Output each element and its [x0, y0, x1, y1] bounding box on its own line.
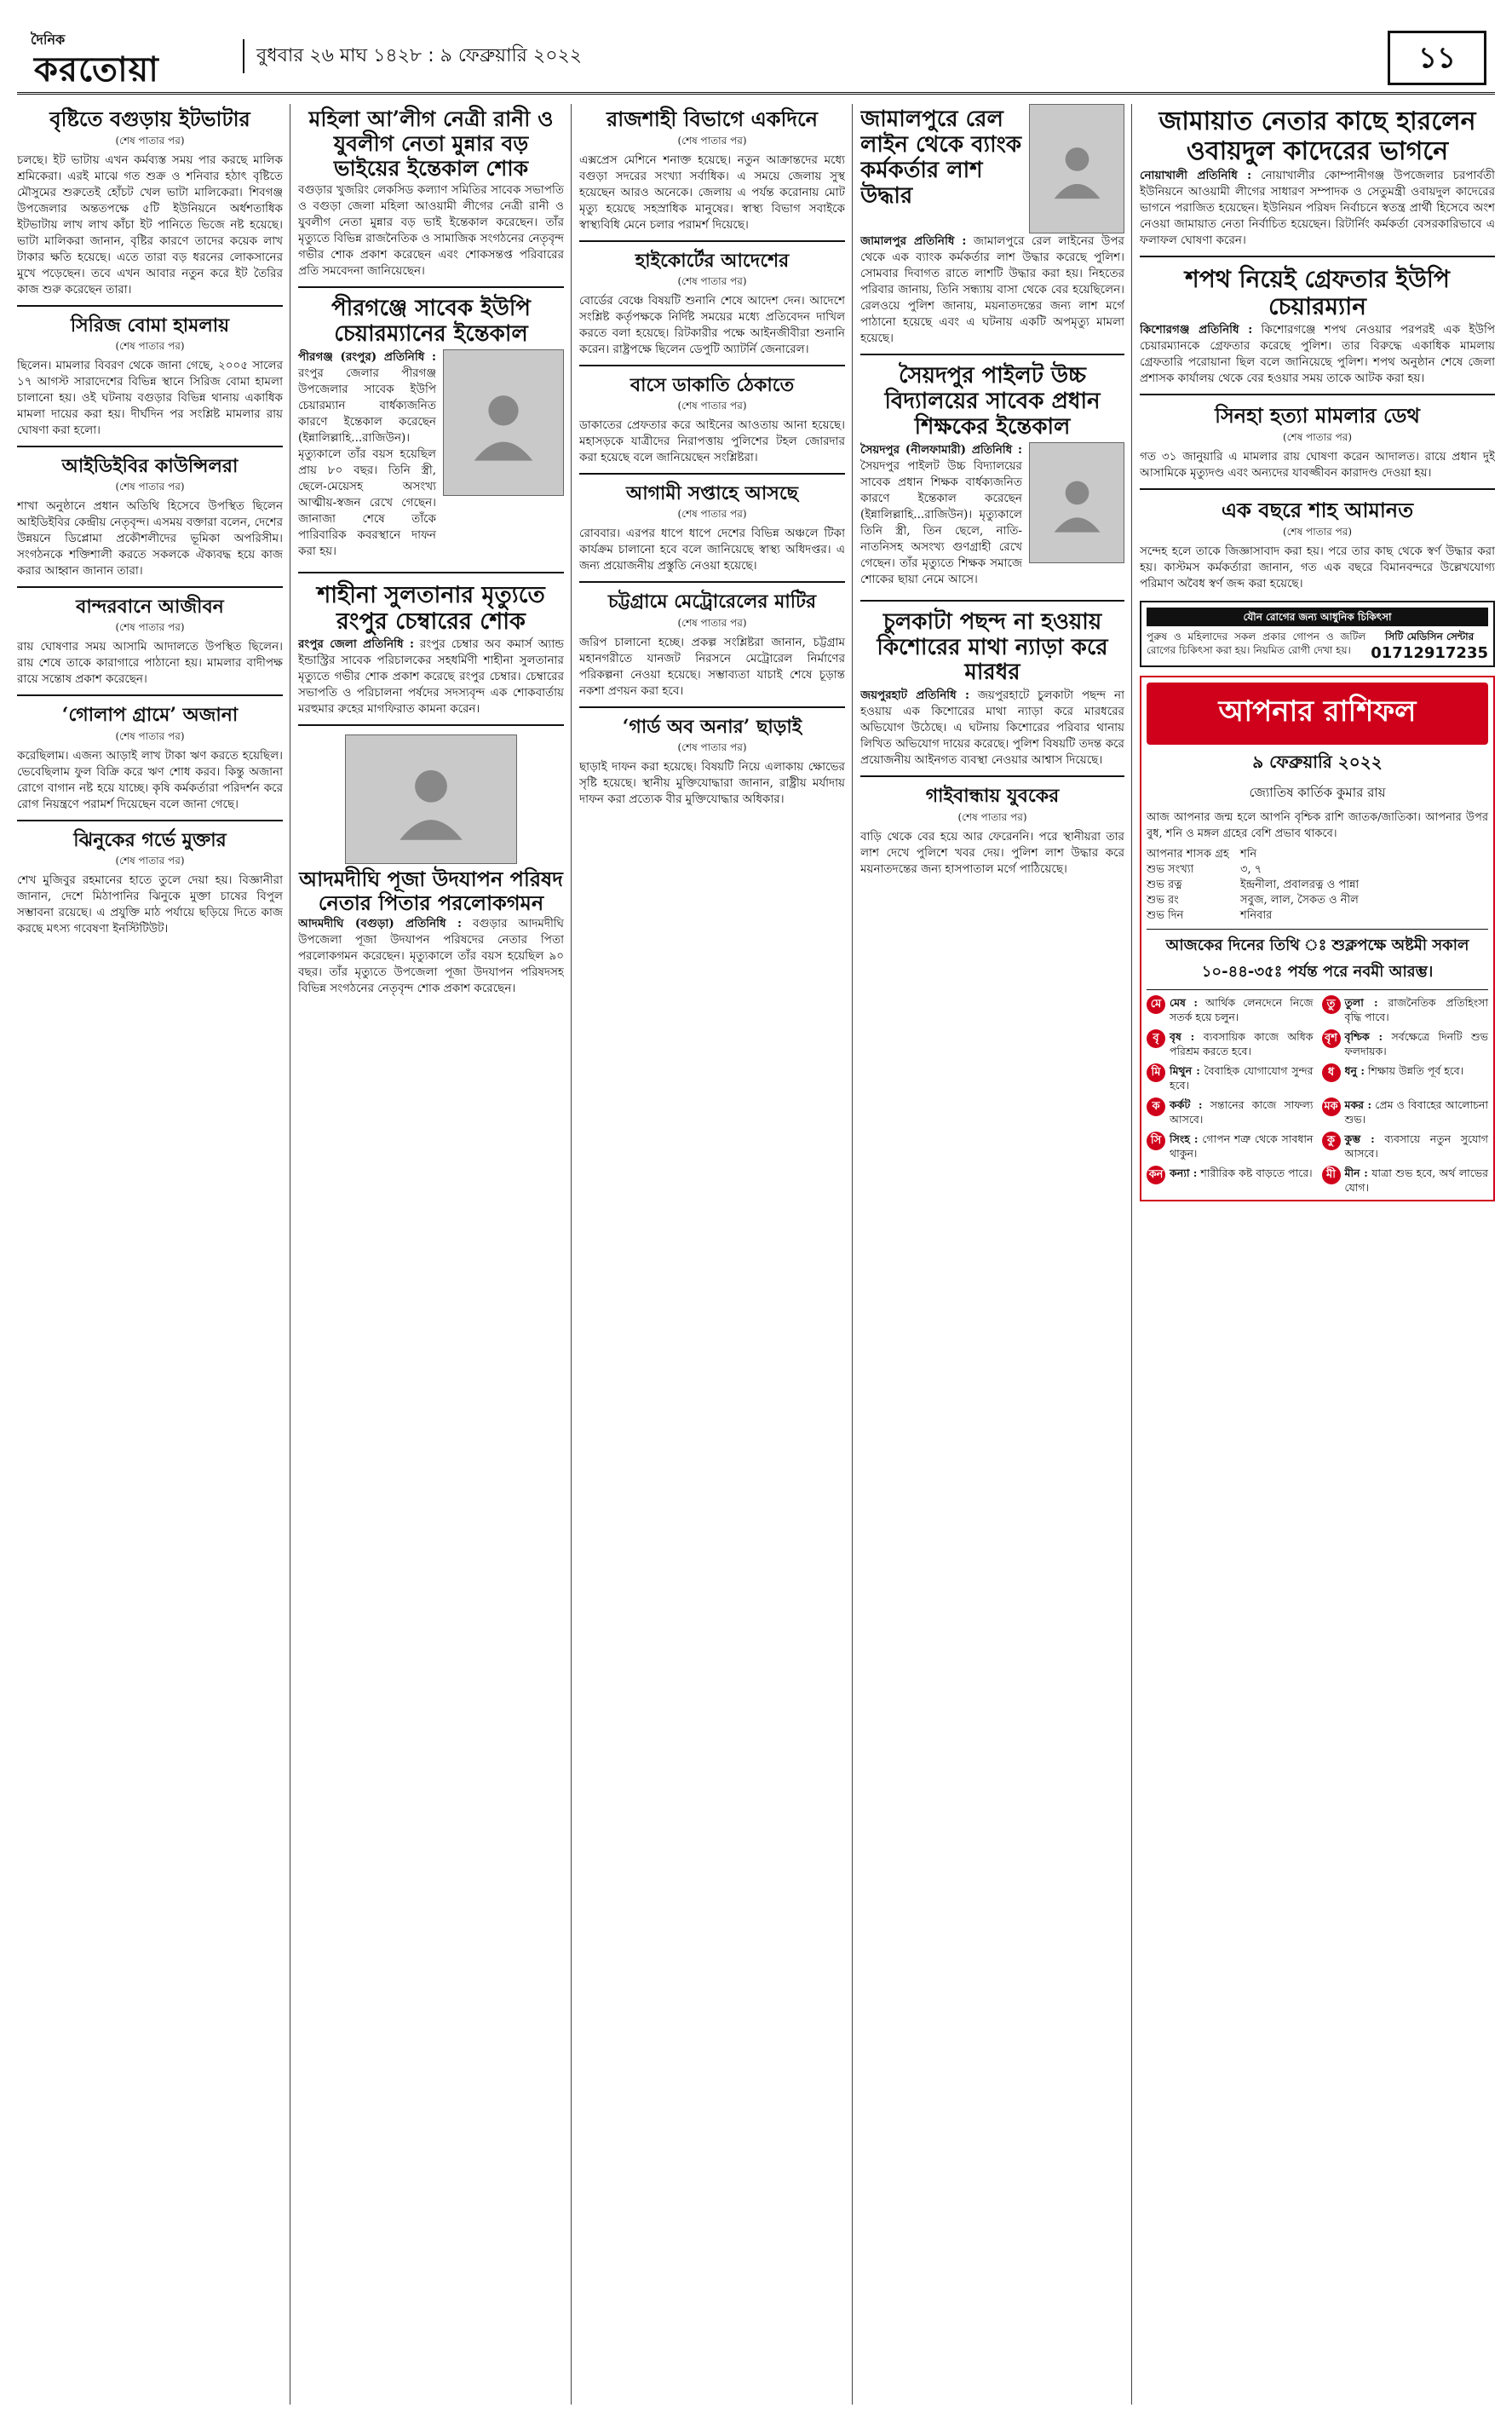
continuation-note: (শেষ পাতার পর) — [677, 616, 747, 629]
headline: বান্দরবানে আজীবন — [76, 596, 224, 619]
zodiac-item: সি সিংহ : গোপন শত্রু থেকে সাবধান থাকুন। — [1147, 1132, 1314, 1161]
article-body: রোববার। এরপর ধাপে ধাপে দেশের বিভিন্ন অঞ্চলে টিকা কার্যক্রম চালানো হবে বলে জানিয়েছে স্বাস্থ্য অধিদপ্তর। এ জন্য প্রয়োজনীয় প্রস্তুতি নেওয়া হয়েছে। — [579, 527, 845, 573]
article-body: সৈয়দপুর পাইলট উচ্চ বিদ্যালয়ের সাবেক প্রধান শিক্ষক বার্ধক্যজনিত কারণে ইন্তেকাল করেছেন (ইন্নালিল্লাহি...রাজিউন)। মৃত্যুকালে তিনি স্ত্রী, তিন ছেলে, নাতি-নাতনিসহ অসংখ্য গুণগ্রাহী রেখে গেছেন। তাঁর মৃত্যুতে শিক্ষক সমাজে শোকের ছায়া নেমে আসে। — [860, 458, 1022, 586]
person-icon — [1044, 461, 1110, 544]
headline: ‘গোলাপ গ্রামে’ অজানা — [61, 704, 239, 727]
zodiac-item: কন কন্যা : শারীরিক কষ্ট বাড়তে পারে। — [1147, 1166, 1314, 1195]
article-body: রংপুর চেম্বার অব কমার্স অ্যান্ড ইন্ডাস্ট্রির সাবেক পরিচালকের সহধর্মিণী শাহীনা সুলতানার মৃত্যুতে গভীর শোক প্রকাশ করেছে রংপুর চেম্বার। চেম্বারের সভাপতি ও পরিচালনা পর্ষদের সদস্যবৃন্দ এক শোকবার্তায় মরহুমার রুহের মাগফিরাত কামনা করেন। — [298, 637, 564, 717]
zodiac-item: বৃ বৃষ : ব্যবসায়িক কাজে অধিক পরিশ্রম করতে হবে। — [1147, 1029, 1314, 1058]
article-body: এক্সপ্রেস মেশিনে শনাক্ত হয়েছে। নতুন আক্রান্তদের মধ্যে বগুড়া সদরের সংখ্যা সর্বাধিক। এ সময়ে জেলায় সুস্থ হয়েছেন আরও অনেকে। জেলায় এ পর্যন্ত করোনায় মোট মৃত্যু হয়েছে সহস্রাধিক মানুষের। স্বাস্থ্য বিভাগ সবাইকে স্বাস্থ্যবিধি মেনে চলার পরামর্শ দিয়েছে। — [579, 153, 845, 232]
newspaper-page — [17, 19, 1495, 2413]
zodiac-icon: মে — [1147, 995, 1165, 1014]
headline: ঝিনুকের গর্ভে মুক্তার — [73, 828, 227, 851]
zodiac-icon: কু — [1322, 1132, 1341, 1150]
article-body: বগুড়ার খুজরিং লেকসিড কল্যাণ সমিতির সাবেক সভাপতি ও বগুড়া জেলা মহিলা আওয়ামী লীগের নেত্রী রানী ও যুবলীগ নেতা মুন্নার বড় ভাই ইন্তেকাল করেছেন। তাঁর মৃত্যুতে বিভিন্ন রাজনৈতিক ও সামাজিক সংগঠনের নেতৃবৃন্দ গভীর শোক প্রকাশ করেছেন এবং শোকসন্তপ্ত পরিবারের প্রতি সমবেদনা জানিয়েছেন। — [298, 183, 564, 279]
newspaper-logo — [26, 27, 221, 89]
zodiac-icon: মি — [1147, 1063, 1165, 1082]
horoscope-date: ৯ ফেব্রুয়ারি ২০২২ — [1252, 751, 1383, 772]
zodiac-icon: কন — [1147, 1166, 1165, 1184]
headline: আগামী সপ্তাহে আসছে — [625, 482, 799, 505]
horoscope-heading: আপনার রাশিফল — [1147, 683, 1488, 745]
continuation-note: (শেষ পাতার পর) — [1282, 430, 1353, 443]
zodiac-item: বৃশ বৃশ্চিক : সর্বক্ষেত্রে দিনটি শুভ ফলদায়ক। — [1322, 1029, 1489, 1058]
advertisement — [1140, 601, 1495, 667]
article-body: শেখ মুজিবুর রহমানের হাতে তুলে দেয়া হয়। বিজ্ঞানীরা জানান, দেশে মিঠাপানির ঝিনুকে মুক্তা চাষের বিপুল সম্ভাবনা রয়েছে। এ প্রযুক্তি মাঠ পর্যায়ে ছড়িয়ে দিতে কাজ করছে মৎস্য গবেষণা ইনস্টিটিউট। — [17, 873, 283, 936]
byline: রংপুর জেলা প্রতিনিধি : — [298, 637, 414, 652]
continuation-note: (শেষ পাতার পর) — [115, 855, 185, 867]
continuation-note: (শেষ পাতার পর) — [677, 274, 747, 287]
portrait-photo — [1029, 442, 1124, 563]
portrait-photo — [443, 349, 564, 496]
headline: সিরিজ বোমা হামলায় — [70, 314, 230, 337]
continuation-note: (শেষ পাতার পর) — [677, 741, 747, 754]
continuation-note: (শেষ পাতার পর) — [677, 508, 747, 521]
masthead — [17, 19, 1495, 95]
article-body: ছাড়াই দাফন করা হয়েছে। বিষয়টি নিয়ে এলাকায় ক্ষোভের সৃষ্টি হয়েছে। স্থানীয় মুক্তিযোদ্ধারা জানান, রাষ্ট্রীয় মর্যাদায় দাফন করা প্রত্যেক বীর মুক্তিযোদ্ধার অধিকার। — [579, 760, 845, 807]
headline: বৃষ্টিতে বগুড়ায় ইটভাটার — [49, 107, 250, 131]
graha-row: আপনার শাসক গ্রহ শনি — [1147, 847, 1257, 861]
article-body: গত ৩১ জানুয়ারি এ মামলার রায় ঘোষণা করেন আদালত। রায়ে প্রধান দুই আসামিকে মৃত্যুদণ্ড এবং অন্যদের যাবজ্জীবন কারাদণ্ড দেওয়া হয়। — [1140, 449, 1495, 480]
person-icon — [462, 372, 545, 474]
graha-list — [1147, 847, 1488, 924]
logo-title: করতোয়া — [34, 49, 159, 89]
article-body: বাড়ি থেকে বের হয়ে আর ফেরেননি। পরে স্থানীয়রা তার লাশ দেখে পুলিশে খবর দেয়। পুলিশ লাশ উদ্ধার করে ময়নাতদন্তের জন্য হাসপাতাল মর্গে পাঠিয়েছে। — [860, 829, 1124, 876]
article-body: রায় ঘোষণার সময় আসামি আদালতে উপস্থিত ছিলেন। রায় শেষে তাকে কারাগারে পাঠানো হয়। মামলার বাদীপক্ষ রায়ে সন্তোষ প্রকাশ করেছেন। — [17, 640, 283, 687]
article-body: শাখা অনুষ্ঠানে প্রধান অতিথি হিসেবে উপস্থিত ছিলেন আইডিইবির কেন্দ্রীয় নেতৃবৃন্দ। এসময় বক্তারা বলেন, দেশের উন্নয়নে ডিপ্লোমা প্রকৌশলীদের ভূমিকা অপরিসীম। সংগঠনকে শক্তিশালী করতে সকলকে ঐক্যবদ্ধ হয়ে কাজ করার আহ্বান জানান তারা। — [17, 499, 283, 579]
headline: পীরগঞ্জে সাবেক ইউপি চেয়ারম্যানের ইন্তেকাল — [331, 296, 531, 348]
headline: জামায়াত নেতার কাছে হারলেন ওবায়দুল কাদেরের ভাগনে — [1158, 107, 1476, 166]
byline: আদমদীঘি (বগুড়া) প্রতিনিধি : — [298, 917, 462, 931]
column-3 — [579, 104, 845, 2405]
headline: সিনহা হত্যা মামলার ডেথ — [1215, 403, 1420, 429]
graha-row: শুভ সংখ্যা ৩, ৭ — [1147, 862, 1262, 876]
headline: জামালপুরে রেল লাইন থেকে ব্যাংক কর্মকর্তার লাশ উদ্ধার — [860, 107, 1022, 209]
zodiac-icon: ধ — [1322, 1063, 1341, 1082]
zodiac-icon: তু — [1322, 995, 1341, 1014]
graha-row: শুভ দিন শনিবার — [1147, 908, 1273, 922]
zodiac-item: ধ ধনু : শিক্ষায় উন্নতি পূর্ব হবে। — [1322, 1063, 1489, 1092]
headline: সৈয়দপুর পাইলট উচ্চ বিদ্যালয়ের সাবেক প্রধান শিক্ষকের ইন্তেকাল — [884, 363, 1101, 440]
article-body: নোয়াখালীর কোম্পানীগঞ্জ উপজেলার চরপার্বতী ইউনিয়নে আওয়ামী লীগের সাধারণ সম্পাদক ও সেতুমন্ত্রী ওবায়দুল কাদেরের ভাগনে পরাজিত হয়েছেন। ইউনিয়ন পরিষদ নির্বাচনে স্বতন্ত্র প্রার্থী হিসেবে অংশ নেওয়া জামায়াত নেতা নির্বাচিত হয়েছেন। রিটার্নিং কর্মকর্তা বেসরকারিভাবে এ ফলাফল ঘোষণা করেন। — [1140, 169, 1495, 247]
article-body: কিশোরগঞ্জে শপথ নেওয়ার পরপরই এক ইউপি চেয়ারম্যানকে গ্রেফতার করেছে পুলিশ। তার বিরুদ্ধে একাধিক মামলায় গ্রেফতারি পরোয়ানা ছিল বলে জানিয়েছে পুলিশ। শপথ অনুষ্ঠান শেষে জেলা প্রশাসক কার্যালয় থেকে বের হওয়ার সময় তাকে আটক করা হয়। — [1140, 323, 1495, 386]
byline: নোয়াখালী প্রতিনিধি : — [1140, 169, 1252, 182]
zodiac-icon: সি — [1147, 1132, 1165, 1150]
zodiac-icon: মক — [1322, 1097, 1341, 1116]
zodiac-item: মক মকর : প্রেম ও বিবাহের আলোচনা শুভ। — [1322, 1097, 1489, 1126]
zodiac-grid — [1147, 995, 1488, 1195]
horoscope-intro: আজ আপনার জন্ম হলে আপনি বৃশ্চিক রাশি জাতক/জাতিকা। আপনার উপর বুধ, শনি ও মঙ্গল গ্রহের বেশি প্রভাব থাকবে। — [1147, 810, 1488, 840]
zodiac-item: ক কর্কট : সন্তানের কাজে সাফল্য আসবে। — [1147, 1097, 1314, 1126]
article-body: সন্দেহ হলে তাকে জিজ্ঞাসাবাদ করা হয়। পরে তার কাছ থেকে স্বর্ণ উদ্ধার করা হয়। কাস্টমস কর্মকর্তারা জানান, গত এক বছরে বিমানবন্দরে উল্লেখযোগ্য পরিমাণ অবৈধ স্বর্ণ জব্দ করা হয়েছে। — [1140, 544, 1495, 590]
column-2 — [298, 104, 564, 2405]
headline: হাইকোর্টের আদেশের — [635, 249, 790, 272]
continuation-note: (শেষ পাতার পর) — [115, 481, 185, 493]
byline: পীরগঞ্জ (রংপুর) প্রতিনিধি : — [298, 350, 436, 365]
zodiac-icon: বৃশ — [1322, 1029, 1341, 1048]
graha-row: শুভ রত্ন ইন্দ্রনীলা, প্রবালরত্ন ও পান্না — [1147, 878, 1360, 891]
continuation-note: (শেষ পাতার পর) — [115, 134, 185, 147]
byline: কিশোরগঞ্জ প্রতিনিধি : — [1140, 323, 1253, 337]
zodiac-icon: ক — [1147, 1097, 1165, 1116]
ad-phone: 01712917235 — [1371, 643, 1488, 662]
column-4 — [860, 104, 1124, 2405]
continuation-note: (শেষ পাতার পর) — [677, 400, 747, 412]
dateline: বুধবার ২৬ মাঘ ১৪২৮ : ৯ ফেব্রুয়ারি ২০২২ — [243, 39, 582, 73]
headline: গাইবান্ধায় যুবকের — [925, 785, 1060, 808]
headline: শপথ নিয়েই গ্রেফতার ইউপি চেয়ারম্যান — [1185, 265, 1450, 321]
continuation-note: (শেষ পাতার পর) — [677, 134, 747, 147]
byline: জামালপুর প্রতিনিধি : — [860, 234, 967, 248]
continuation-note: (শেষ পাতার পর) — [115, 339, 185, 352]
person-icon — [1044, 124, 1110, 214]
ad-clinic-name: সিটি মেডিসিন সেন্টার — [1384, 630, 1475, 642]
continuation-note: (শেষ পাতার পর) — [115, 621, 185, 634]
portrait-photo — [345, 734, 517, 864]
column-divider — [571, 104, 572, 2405]
headline: চুলকাটা পছন্দ না হওয়ায় কিশোরের মাথা ন্যাড়া করে মারধর — [877, 608, 1108, 686]
portrait-photo — [1029, 104, 1124, 233]
zodiac-item: মী মীন : যাত্রা শুভ হবে, অর্থ লাভের যোগ। — [1322, 1166, 1489, 1195]
byline: সৈয়দপুর (নীলফামারী) প্রতিনিধি : — [860, 442, 1022, 457]
article-body: বগুড়ার আদমদীঘি উপজেলা পূজা উদযাপন পরিষদের নেতার পিতা পরলোকগমন করেছেন। মৃত্যুকালে তাঁর বয়স হয়েছিল ৯০ বছর। তাঁর মৃত্যুতে উপজেলা পূজা উদযাপন পরিষদসহ বিভিন্ন সংগঠনের নেতৃবৃন্দ শোক প্রকাশ করেছেন। — [298, 917, 564, 996]
graha-row: শুভ রং সবুজ, লাল, সৈকত ও নীল — [1147, 893, 1359, 907]
headline: বাসে ডাকাতি ঠেকাতে — [630, 373, 795, 396]
zodiac-item: মি মিথুন : বৈবাহিক যোগাযোগ সুন্দর হবে। — [1147, 1063, 1314, 1092]
article-body: চলছে। ইট ভাটায় এখন কর্মব্যস্ত সময় পার করছে মালিক শ্রমিকেরা। এরই মাঝে গত শুক্র ও শনিবার হঠাৎ বৃষ্টিতে মৌসুমের শুরুতেই হোঁচট খেল ভাটা মালিকেরা। শিবগঞ্জ উপজেলার অন্ততপক্ষে ৫টি ইউনিয়নে অর্ধশতাধিক ইটভাটায় লাখ লাখ কাঁচা ইট পানিতে ভিজে নষ্ট হয়েছে। ভাটা মালিকরা জানান, বৃষ্টির কারণে তাদের কয়েক লাখ টাকার ক্ষতি হয়েছে। এতে তারা বড় ধরনের লোকসানের মুখে পড়েছেন। তবে এখন আবার নতুন করে ইট তৈরির কাজ শুরু করেছেন তারা। — [17, 153, 283, 297]
headline: রাজশাহী বিভাগে একদিনে — [607, 107, 818, 131]
headline: মহিলা আ’লীগ নেত্রী রানী ও যুবলীগ নেতা মুন্নার বড় ভাইয়ের ইন্তেকাল শোক — [308, 107, 554, 181]
horoscope-section — [1140, 676, 1495, 1201]
zodiac-icon: বৃ — [1147, 1029, 1165, 1048]
zodiac-item: কু কুম্ভ : ব্যবসায়ে নতুন সুযোগ আসবে। — [1322, 1132, 1489, 1161]
byline: জয়পুরহাট প্রতিনিধি : — [860, 688, 969, 703]
headline: শাহীনা সুলতানার মৃত্যুতে রংপুর চেম্বারের শোক — [317, 582, 545, 636]
column-5 — [1140, 104, 1495, 2405]
logo-small-text: দৈনিক — [31, 32, 66, 48]
person-icon — [371, 755, 491, 844]
article-body: ডাকাতের প্রেফতার করে আইনের আওতায় আনা হয়েছে। মহাসড়কে যাত্রীদের নিরাপত্তায় পুলিশের টহল জোরদার করা হয়েছে বলে জানিয়েছেন সংশ্লিষ্টরা। — [579, 418, 845, 465]
headline: আইডিইবির কাউন্সিলরা — [61, 454, 239, 477]
zodiac-item: তু তুলা : রাজনৈতিক প্রতিহিংসা বৃদ্ধি পাবে। — [1322, 995, 1489, 1024]
article-body: রংপুর জেলার পীরগঞ্জ উপজেলার সাবেক ইউপি চেয়ারম্যান বার্ধক্যজনিত কারণে ইন্তেকাল করেছেন (ইন্নালিল্লাহি...রাজিউন)। মৃত্যুকালে তাঁর বয়স হয়েছিল প্রায় ৮০ বছর। তিনি স্ত্রী, ছেলে-মেয়েসহ অসংখ্য আত্মীয়-স্বজন রেখে গেছেন। জানাজা শেষে তাঁকে পারিবারিক কবরস্থানে দাফন করা হয়। — [298, 366, 436, 559]
headline: চট্টগ্রামে মেট্রোরেলের মাটির — [607, 590, 817, 614]
zodiac-item: মে মেষ : আর্থিক লেনদেনে নিজে সতর্ক হয়ে চলুন। — [1147, 995, 1314, 1024]
continuation-note: (শেষ পাতার পর) — [115, 729, 185, 742]
headline: ‘গার্ড অব অনার’ ছাড়াই — [622, 715, 802, 738]
page-number: ১১ — [1388, 31, 1486, 85]
headline: আদমদীঘি পূজা উদযাপন পরিষদ নেতার পিতার পরলোকগমন — [299, 867, 563, 915]
article-body: বোর্ডের বেঞ্চে বিষয়টি শুনানি শেষে আদেশ দেন। আদেশে সংশ্লিষ্ট কর্তৃপক্ষকে নির্দিষ্ট সময়ের মধ্যে প্রতিবেদন দাখিল করতে বলা হয়েছে। রিটকারীর পক্ষে আইনজীবীরা শুনানি করেন। রাষ্ট্রপক্ষে ছিলেন ডেপুটি অ্যাটর্নি জেনারেল। — [579, 293, 845, 356]
continuation-note: (শেষ পাতার পর) — [1282, 525, 1353, 538]
horoscope-author: জ্যোতিষ কার্তিক কুমার রায় — [1249, 784, 1386, 800]
article-body: জরিপ চালানো হচ্ছে। প্রকল্প সংশ্লিষ্টরা জানান, চট্টগ্রাম মহানগরীতে যানজট নিরসনে মেট্রোরেল নির্মাণের পরিকল্পনা নেওয়া হয়েছে। সম্ভাব্যতা যাচাই শেষে চূড়ান্ত নকশা প্রণয়ন করা হবে। — [579, 635, 845, 698]
zodiac-icon: মী — [1322, 1166, 1341, 1184]
ad-heading: যৌন রোগের জন্য আধুনিক চিকিৎসা — [1147, 608, 1488, 626]
continuation-note: (শেষ পাতার পর) — [957, 810, 1027, 823]
ad-body: পুরুষ ও মহিলাদের সকল প্রকার গোপন ও জটিল রোগের চিকিৎসা করা হয়। নিয়মিত রোগী দেখা হয়। — [1147, 630, 1366, 656]
article-body: জামালপুরে রেল লাইনের উপর থেকে এক ব্যাংক কর্মকর্তার লাশ উদ্ধার করেছে পুলিশ। সোমবার দিবাগত রাতে লাশটি উদ্ধার করা হয়। নিহতের পরিবার জানায়, তিনি সন্ধ্যায় বাসা থেকে বের হয়েছিলেন। রেলওয়ে পুলিশ জানায়, ময়নাতদন্তের জন্য লাশ মর্গে পাঠানো হয়েছে এবং এ ঘটনায় একটি অপমৃত্যু মামলা হয়েছে। — [860, 234, 1124, 345]
article-body: করেছিলাম। এজন্য আড়াই লাখ টাকা ঋণ করতে হয়েছিল। ভেবেছিলাম ফুল বিক্রি করে ঋণ শোধ করব। কিন্তু অজানা রোগে বাগান নষ্ট হয়ে যাচ্ছে। কৃষি কর্মকর্তারা পরিদর্শন করে রোগ নিয়ন্ত্রণে পরামর্শ দিয়েছেন বলে জানা গেছে। — [17, 748, 283, 811]
article-body: ছিলেন। মামলার বিবরণ থেকে জানা গেছে, ২০০৫ সালের ১৭ আগস্ট সারাদেশের বিভিন্ন স্থানে সিরিজ বোমা হামলা চালানো হয়। ওই ঘটনায় বগুড়ার বিভিন্ন থানায় একাধিক মামলা দায়ের করা হয়। দীর্ঘদিন পর সংশ্লিষ্ট মামলার রায় ঘোষণা করা হলো। — [17, 358, 283, 437]
column-1 — [17, 104, 283, 2405]
column-divider — [852, 104, 853, 2405]
headline: এক বছরে শাহ আমানত — [1221, 497, 1414, 522]
column-divider — [1131, 104, 1132, 2405]
tithi-line: আজকের দিনের তিথি ঃ শুক্লপক্ষে অষ্টমী সকাল ১০-৪৪-৩৫ঃ পর্যন্ত পরে নবমী আরম্ভ। — [1147, 929, 1488, 990]
article-body: জয়পুরহাটে চুলকাটা পছন্দ না হওয়ায় এক কিশোরের মাথা ন্যাড়া করে মারধরের অভিযোগ উঠেছে। এ ঘটনায় কিশোরের পরিবার থানায় লিখিত অভিযোগ দায়ের করেছে। পুলিশ বিষয়টি তদন্ত করে প্রয়োজনীয় আইনগত ব্যবস্থা নেওয়ার আশ্বাস দিয়েছে। — [860, 688, 1124, 768]
